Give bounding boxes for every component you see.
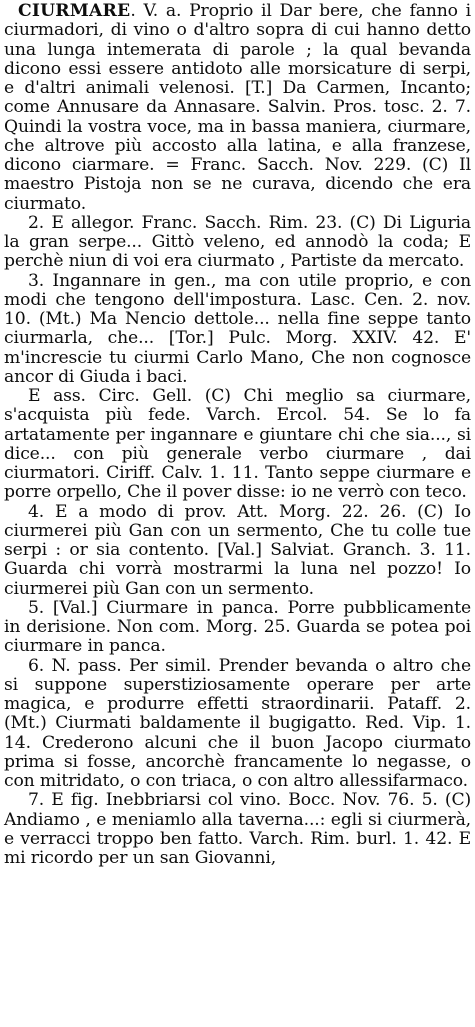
definition-1: . V. a. Proprio il Dar bere, che fanno i ciurmadori, di vino o d'altro sopra di cui hanno detto una lunga intemerata di parole ; la qual bevanda dicono essi essere antidoto alle morsicature di serpi, e d'altri animali velenosi. [T.] Da Carmen, Incanto; come Annusare da Annasare. Salvin. Pros. tosc. 2. 7. Quindi la vostra voce, ma in bassa maniera, ciurmare, che altrove più accosto alla latina, e alla franzese, dicono ciarmare. = Franc. Sacch. Nov. 229. (C) Il maestro Pistoja non se ne curava, dicendo che era ciurmato. bbox=[4, 1, 471, 214]
headword: CIURMARE bbox=[18, 1, 131, 21]
sense-2: 2. E allegor. Franc. Sacch. Rim. 23. (C) Di Liguria la gran serpe... Gittò veleno, ed annodò la coda; E perchè niun di voi era ciurmato , Partiste da mercato. bbox=[4, 212, 471, 272]
sense-5: 5. [Val.] Ciurmare in panca. Porre pubblicamente in derisione. Non com. Morg. 25. Guarda se potea poi ciurmare in panca. bbox=[4, 597, 471, 657]
entry-ciurmare bbox=[4, 2, 471, 214]
dictionary-page bbox=[4, 2, 471, 868]
sense-6: 6. N. pass. Per simil. Prender bevanda o altro che si suppone superstiziosamente operare per arte magica, e produrre effetti straordinarii. Pataff. 2. (Mt.) Ciurmati baldamente il bugigatto. Red. Vip. 1. 14. Crederono alcuni che il buon Jacopo ciurmato prima si fosse, ancorchè francamente lo negasse, o con mitridato, o con triaca, o con altro allessifarmaco. bbox=[4, 655, 471, 791]
sense-4: 4. E a modo di prov. Att. Morg. 22. 26. (C) Io ciurmerei più Gan con un sermento, Che tu colle tue serpi : or sia contento. [Val.] Salviat. Granch. 3. 11. Guarda chi vorrà mostrarmi la luna nel pozzo! Io ciurmerei più Gan con un sermento. bbox=[4, 501, 471, 599]
sense-3-absolute: E ass. Circ. Gell. (C) Chi meglio sa ciurmare, s'acquista più fede. Varch. Ercol. 54. Se lo fa artatamente per ingannare e giuntare chi che sia..., si dice... con più generale verbo ciurmare , dai ciurmatori. Ciriff. Calv. 1. 11. Tanto seppe ciurmare e porre orpello, Che il pover disse: io ne verrò con teco. bbox=[4, 386, 471, 503]
sense-7: 7. E fig. Inebbriarsi col vino. Bocc. Nov. 76. 5. (C) Andiamo , e meniamlo alla taverna...: egli si ciurmerà, e verracci troppo ben fatto. Varch. Rim. burl. 1. 42. E mi ricordo per un san Giovanni, bbox=[4, 790, 471, 868]
sense-3: 3. Ingannare in gen., ma con utile proprio, e con modi che tengono dell'impostura. Lasc. Cen. 2. nov. 10. (Mt.) Ma Nencio dettole... nella fine seppe tanto ciurmarla, che... [Tor.] Pulc. Morg. XXIV. 42. E' m'increscie tu ciurmi Carlo Mano, Che non cognosce ancor di Giuda i baci. bbox=[4, 270, 471, 387]
